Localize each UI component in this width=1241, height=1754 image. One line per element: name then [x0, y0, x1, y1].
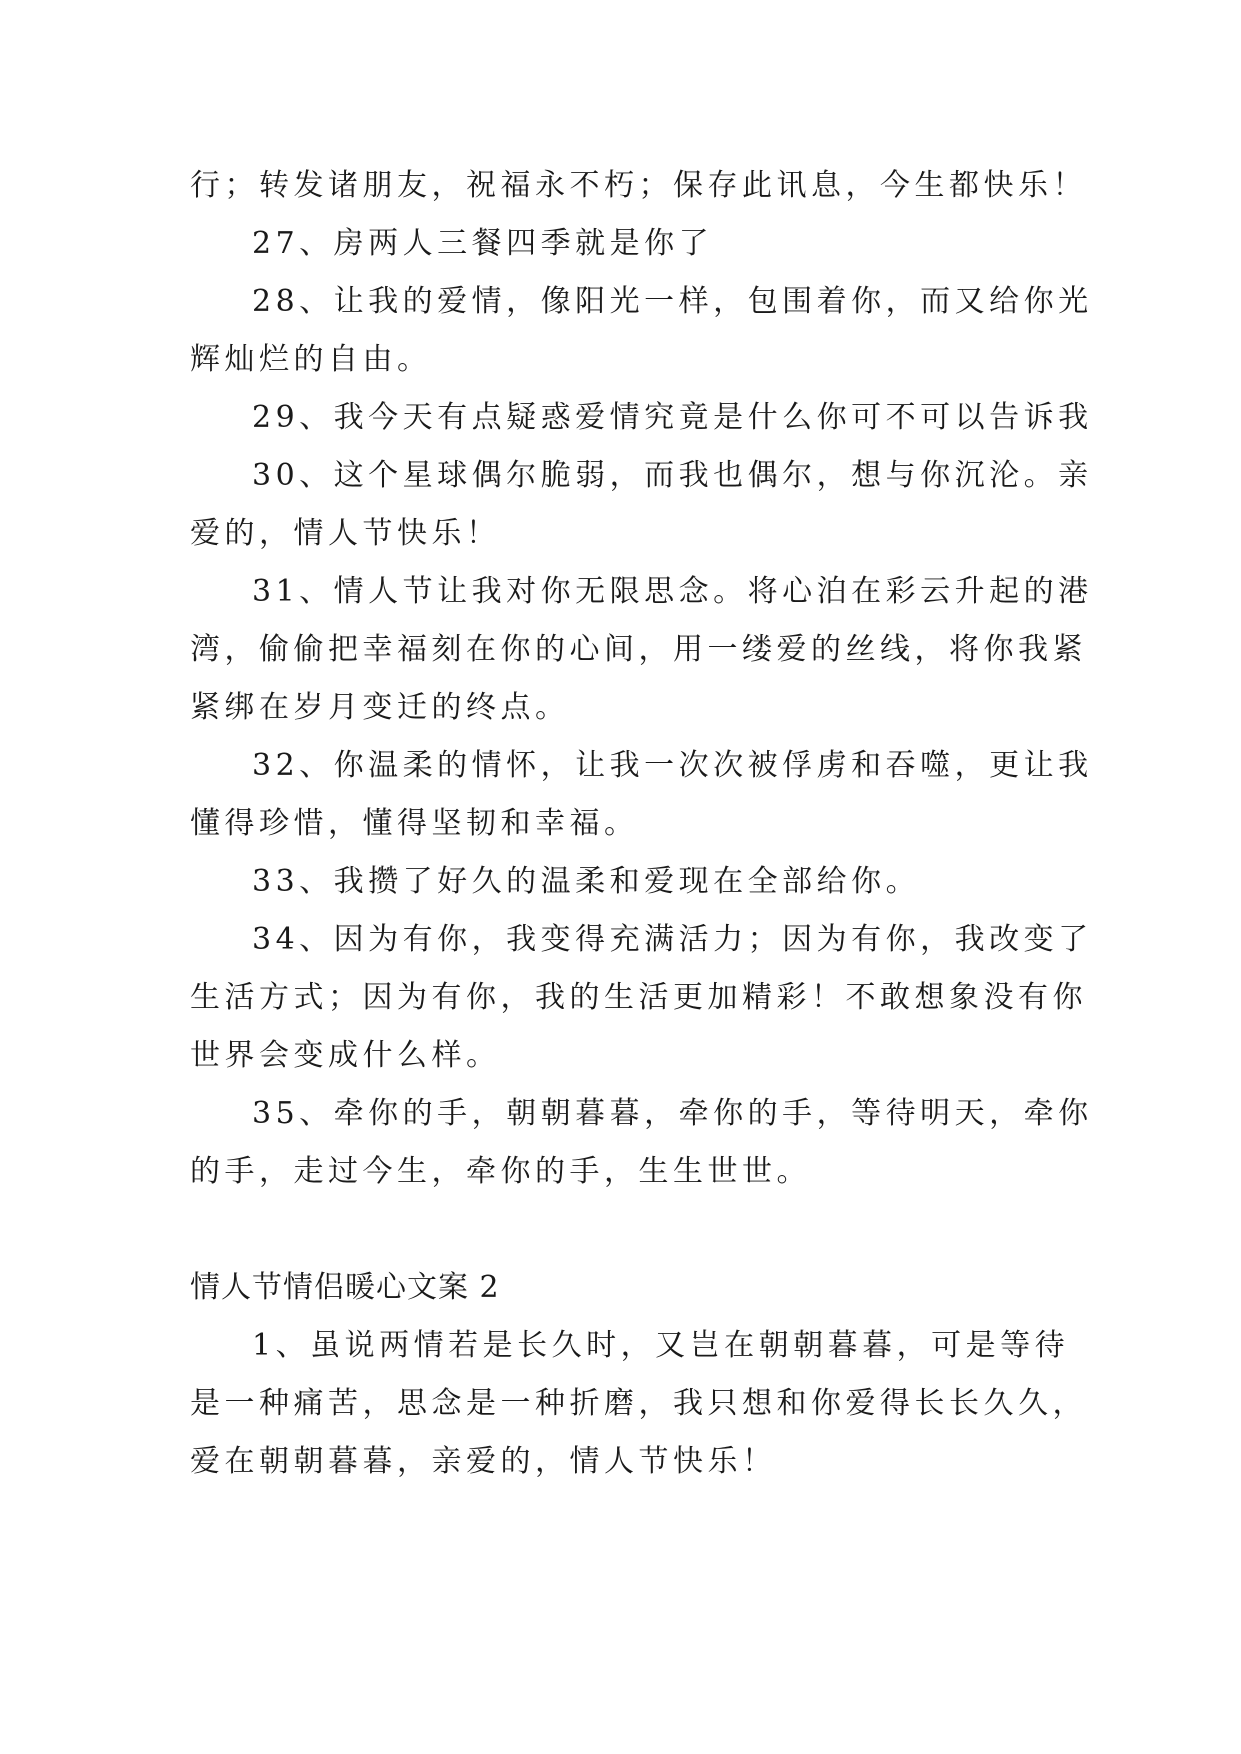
list-item-28: 28、让我的爱情，像阳光一样，包围着你，而又给你光: [252, 284, 1093, 319]
list-item-30: 30、这个星球偶尔脆弱，而我也偶尔，想与你沉沦。亲: [252, 458, 1093, 493]
list-item-32: 32、你温柔的情怀，让我一次次被俘虏和吞噬，更让我: [252, 748, 1093, 783]
list-item-1: 1、虽说两情若是长久时，又岂在朝朝暮暮，可是等待: [252, 1328, 1070, 1363]
text-line: 爱的，情人节快乐！: [190, 516, 501, 551]
text-line: 爱在朝朝暮暮，亲爱的，情人节快乐！: [190, 1444, 777, 1479]
list-item-33: 33、我攒了好久的温柔和爱现在全部给你。: [252, 864, 921, 899]
section-heading: 情人节情侣暖心文案 2: [190, 1270, 500, 1305]
list-item-35: 35、牵你的手，朝朝暮暮，牵你的手，等待明天，牵你: [252, 1096, 1093, 1131]
text-line: 是一种痛苦，思念是一种折磨，我只想和你爱得长长久久，: [190, 1386, 1087, 1421]
text-line: 辉灿烂的自由。: [190, 342, 432, 377]
text-line: 懂得珍惜，懂得坚韧和幸福。: [190, 806, 639, 841]
text-line: 行；转发诸朋友，祝福永不朽；保存此讯息，今生都快乐！: [190, 168, 1087, 203]
text-line: 紧绑在岁月变迁的终点。: [190, 690, 570, 725]
list-item-27: 27、房两人三餐四季就是你了: [252, 226, 714, 261]
text-line: 湾，偷偷把幸福刻在你的心间，用一缕爱的丝线，将你我紧: [190, 632, 1087, 667]
text-line: 世界会变成什么样。: [190, 1038, 501, 1073]
text-line: 生活方式；因为有你，我的生活更加精彩！不敢想象没有你: [190, 980, 1087, 1015]
list-item-31: 31、情人节让我对你无限思念。将心泊在彩云升起的港: [252, 574, 1093, 609]
list-item-34: 34、因为有你，我变得充满活力；因为有你，我改变了: [252, 922, 1093, 957]
list-item-29: 29、我今天有点疑惑爱情究竟是什么你可不可以告诉我: [252, 400, 1093, 435]
text-line: 的手，走过今生，牵你的手，生生世世。: [190, 1154, 811, 1189]
